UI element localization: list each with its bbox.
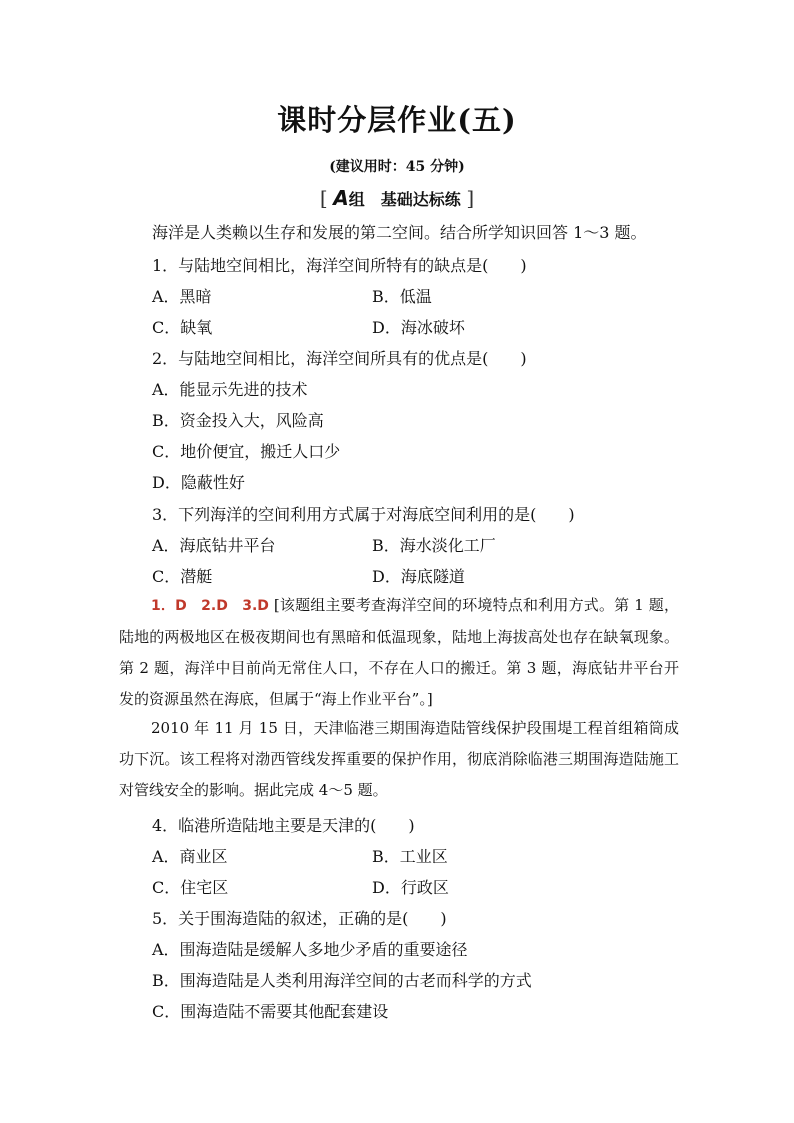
question-5-option-c: C．围海造陆不需要其他配套建设: [152, 1002, 389, 1021]
question-4-option-a: A．商业区: [152, 847, 228, 866]
question-4-option-b: B．工业区: [372, 847, 448, 866]
question-3-stem: 3．下列海洋的空间利用方式属于对海底空间利用的是( ): [152, 505, 575, 524]
question-1-option-b: B．低温: [372, 287, 432, 306]
question-2-option-b: B．资金投入大，风险高: [152, 411, 324, 430]
question-1-option-d: D．海冰破坏: [372, 318, 465, 337]
question-1-option-c: C．缺氧: [152, 318, 213, 337]
answer-explanation-1-3: [119, 590, 679, 715]
question-5-option-b: B．围海造陆是人类利用海洋空间的古老而科学的方式: [152, 971, 532, 990]
question-1-option-a: A．黑暗: [152, 287, 212, 306]
question-3-option-a: A．海底钻井平台: [152, 536, 276, 555]
page-title: 课时分层作业(五): [277, 103, 517, 137]
bracket-close: ]: [466, 186, 475, 210]
suggested-time: (建议用时：45 分钟): [329, 159, 465, 175]
question-4-stem: 4．临港所造陆地主要是天津的( ): [152, 816, 415, 835]
intro-q4-5: 2010 年 11 月 15 日，天津临港三期围海造陆管线保护段围堤工程首组箱筒成功下沉。该工程将对渤西管线发挥重要的保护作用，彻底消除临港三期围海造陆施工对管线安全的影响。据此完成 4～5 题。: [119, 719, 679, 799]
group-heading: [0, 186, 794, 210]
question-4-option-d: D．行政区: [372, 878, 449, 897]
question-2-option-a: A．能显示先进的技术: [152, 380, 308, 399]
answer-key: 1．D 2.D 3.D: [151, 598, 269, 614]
question-5-option-a: A．围海造陆是缓解人多地少矛盾的重要途径: [152, 940, 468, 959]
question-2-stem: 2．与陆地空间相比，海洋空间所具有的优点是( ): [152, 349, 527, 368]
intro-q1-3: 海洋是人类赖以生存和发展的第二空间。结合所学知识回答 1～3 题。: [152, 223, 647, 242]
question-5-stem: 5．关于围海造陆的叙述，正确的是( ): [152, 909, 447, 928]
question-1-stem: 1．与陆地空间相比，海洋空间所特有的缺点是( ): [152, 256, 527, 275]
question-3-option-b: B．海水淡化工厂: [372, 536, 496, 555]
question-2-option-c: C．地价便宜，搬迁人口少: [152, 442, 341, 461]
group-label: 组 基础达标练: [348, 190, 461, 209]
question-4-option-c: C．住宅区: [152, 878, 229, 897]
question-3-option-d: D．海底隧道: [372, 567, 465, 586]
question-2-option-d: D．隐蔽性好: [152, 473, 245, 492]
answer-text: [该题组主要考查海洋空间的环境特点和利用方式。第 1 题，陆地的两极地区在极夜期间也有黑暗和低温现象，陆地上海拔高处也存在缺氧现象。第 2 题，海洋中目前尚无常住人口，不存在人口的搬迁。第 3 题，海底钻井平台开发的资源虽然在海底，但属于“海上作业平台”。]: [119, 596, 679, 708]
group-letter: A: [333, 186, 349, 210]
bracket-open: [: [319, 186, 328, 210]
question-3-option-c: C．潜艇: [152, 567, 213, 586]
